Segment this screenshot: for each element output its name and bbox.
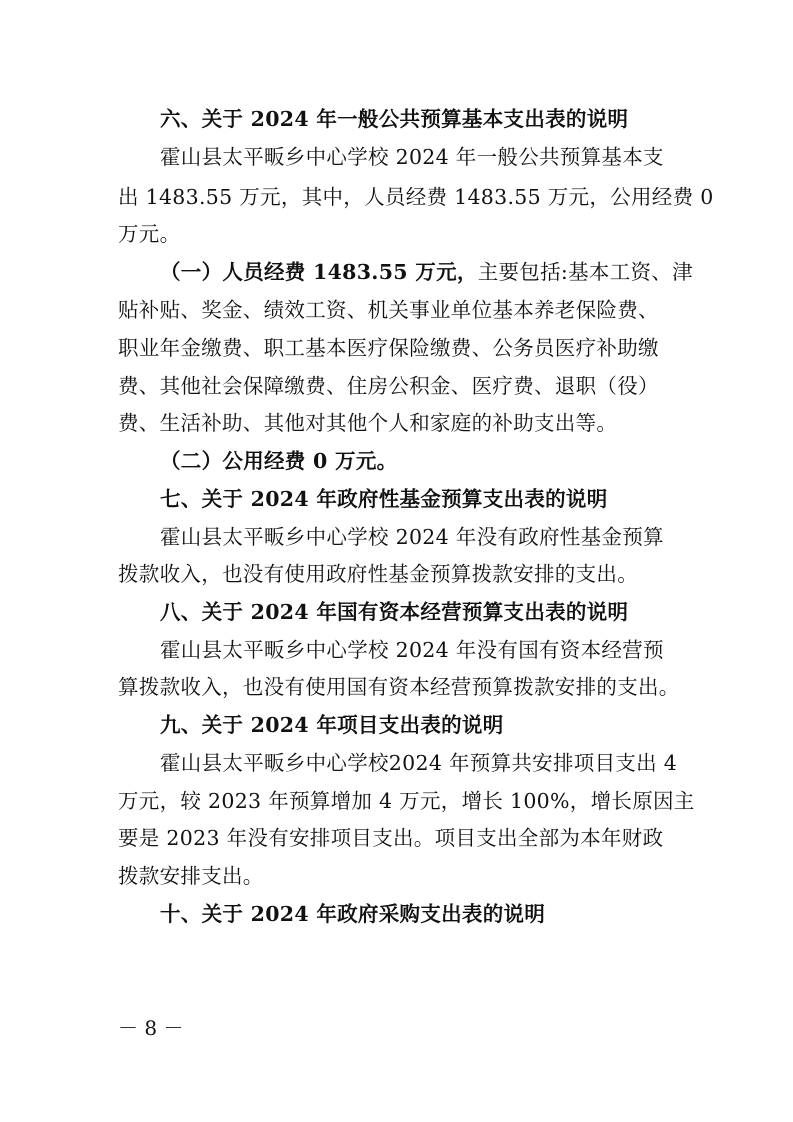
- section-heading-8: 八、关于 2024 年国有资本经营预算支出表的说明: [160, 600, 629, 624]
- paragraph-line: 职业年金缴费、职工基本医疗保险缴费、公务员医疗补助缴: [118, 336, 659, 360]
- paragraph-line: 拨款安排支出。: [118, 864, 264, 888]
- paragraph-line: 拨款收入，也没有使用政府性基金预算拨款安排的支出。: [118, 562, 638, 586]
- paragraph-line: 万元，较 2023 年预算增加 4 万元，增长 100%，增长原因主: [118, 789, 695, 813]
- paragraph-line: [160, 258, 693, 286]
- paragraph-line: 费、生活补助、其他对其他个人和家庭的补助支出等。: [118, 411, 618, 435]
- paragraph-line: 出 1483.55 万元，其中，人员经费 1483.55 万元，公用经费 0: [118, 185, 714, 209]
- subheading-public-expenses: （二）公用经费 0 万元。: [160, 449, 398, 473]
- section-heading-10: 十、关于 2024 年政府采购支出表的说明: [160, 902, 546, 926]
- paragraph-line: 霍山县太平畈乡中心学校 2024 年没有政府性基金预算: [160, 525, 664, 549]
- subheading-personnel-expenses: （一）人员经费 1483.55 万元，: [160, 260, 478, 284]
- paragraph-line: 霍山县太平畈乡中心学校 2024 年一般公共预算基本支: [160, 145, 664, 169]
- paragraph-line: 算拨款收入，也没有使用国有资本经营预算拨款安排的支出。: [118, 675, 680, 699]
- section-heading-7: 七、关于 2024 年政府性基金预算支出表的说明: [160, 487, 608, 511]
- section-heading-6: 六、关于 2024 年一般公共预算基本支出表的说明: [160, 107, 629, 131]
- paragraph-line: 万元。: [118, 222, 181, 246]
- page-number: － 8 －: [118, 1016, 184, 1040]
- paragraph-line: 贴补贴、奖金、绩效工资、机关事业单位基本养老保险费、: [118, 298, 659, 322]
- paragraph-text: 主要包括:基本工资、津: [477, 260, 693, 284]
- section-heading-9: 九、关于 2024 年项目支出表的说明: [160, 713, 504, 737]
- paragraph-line: 费、其他社会保障缴费、住房公积金、医疗费、退职（役）: [118, 374, 659, 398]
- paragraph-line: 霍山县太平畈乡中心学校 2024 年没有国有资本经营预: [160, 638, 664, 662]
- paragraph-line: 霍山县太平畈乡中心学校2024 年预算共安排项目支出 4: [160, 751, 678, 775]
- paragraph-line: 要是 2023 年没有安排项目支出。项目支出全部为本年财政: [118, 826, 664, 850]
